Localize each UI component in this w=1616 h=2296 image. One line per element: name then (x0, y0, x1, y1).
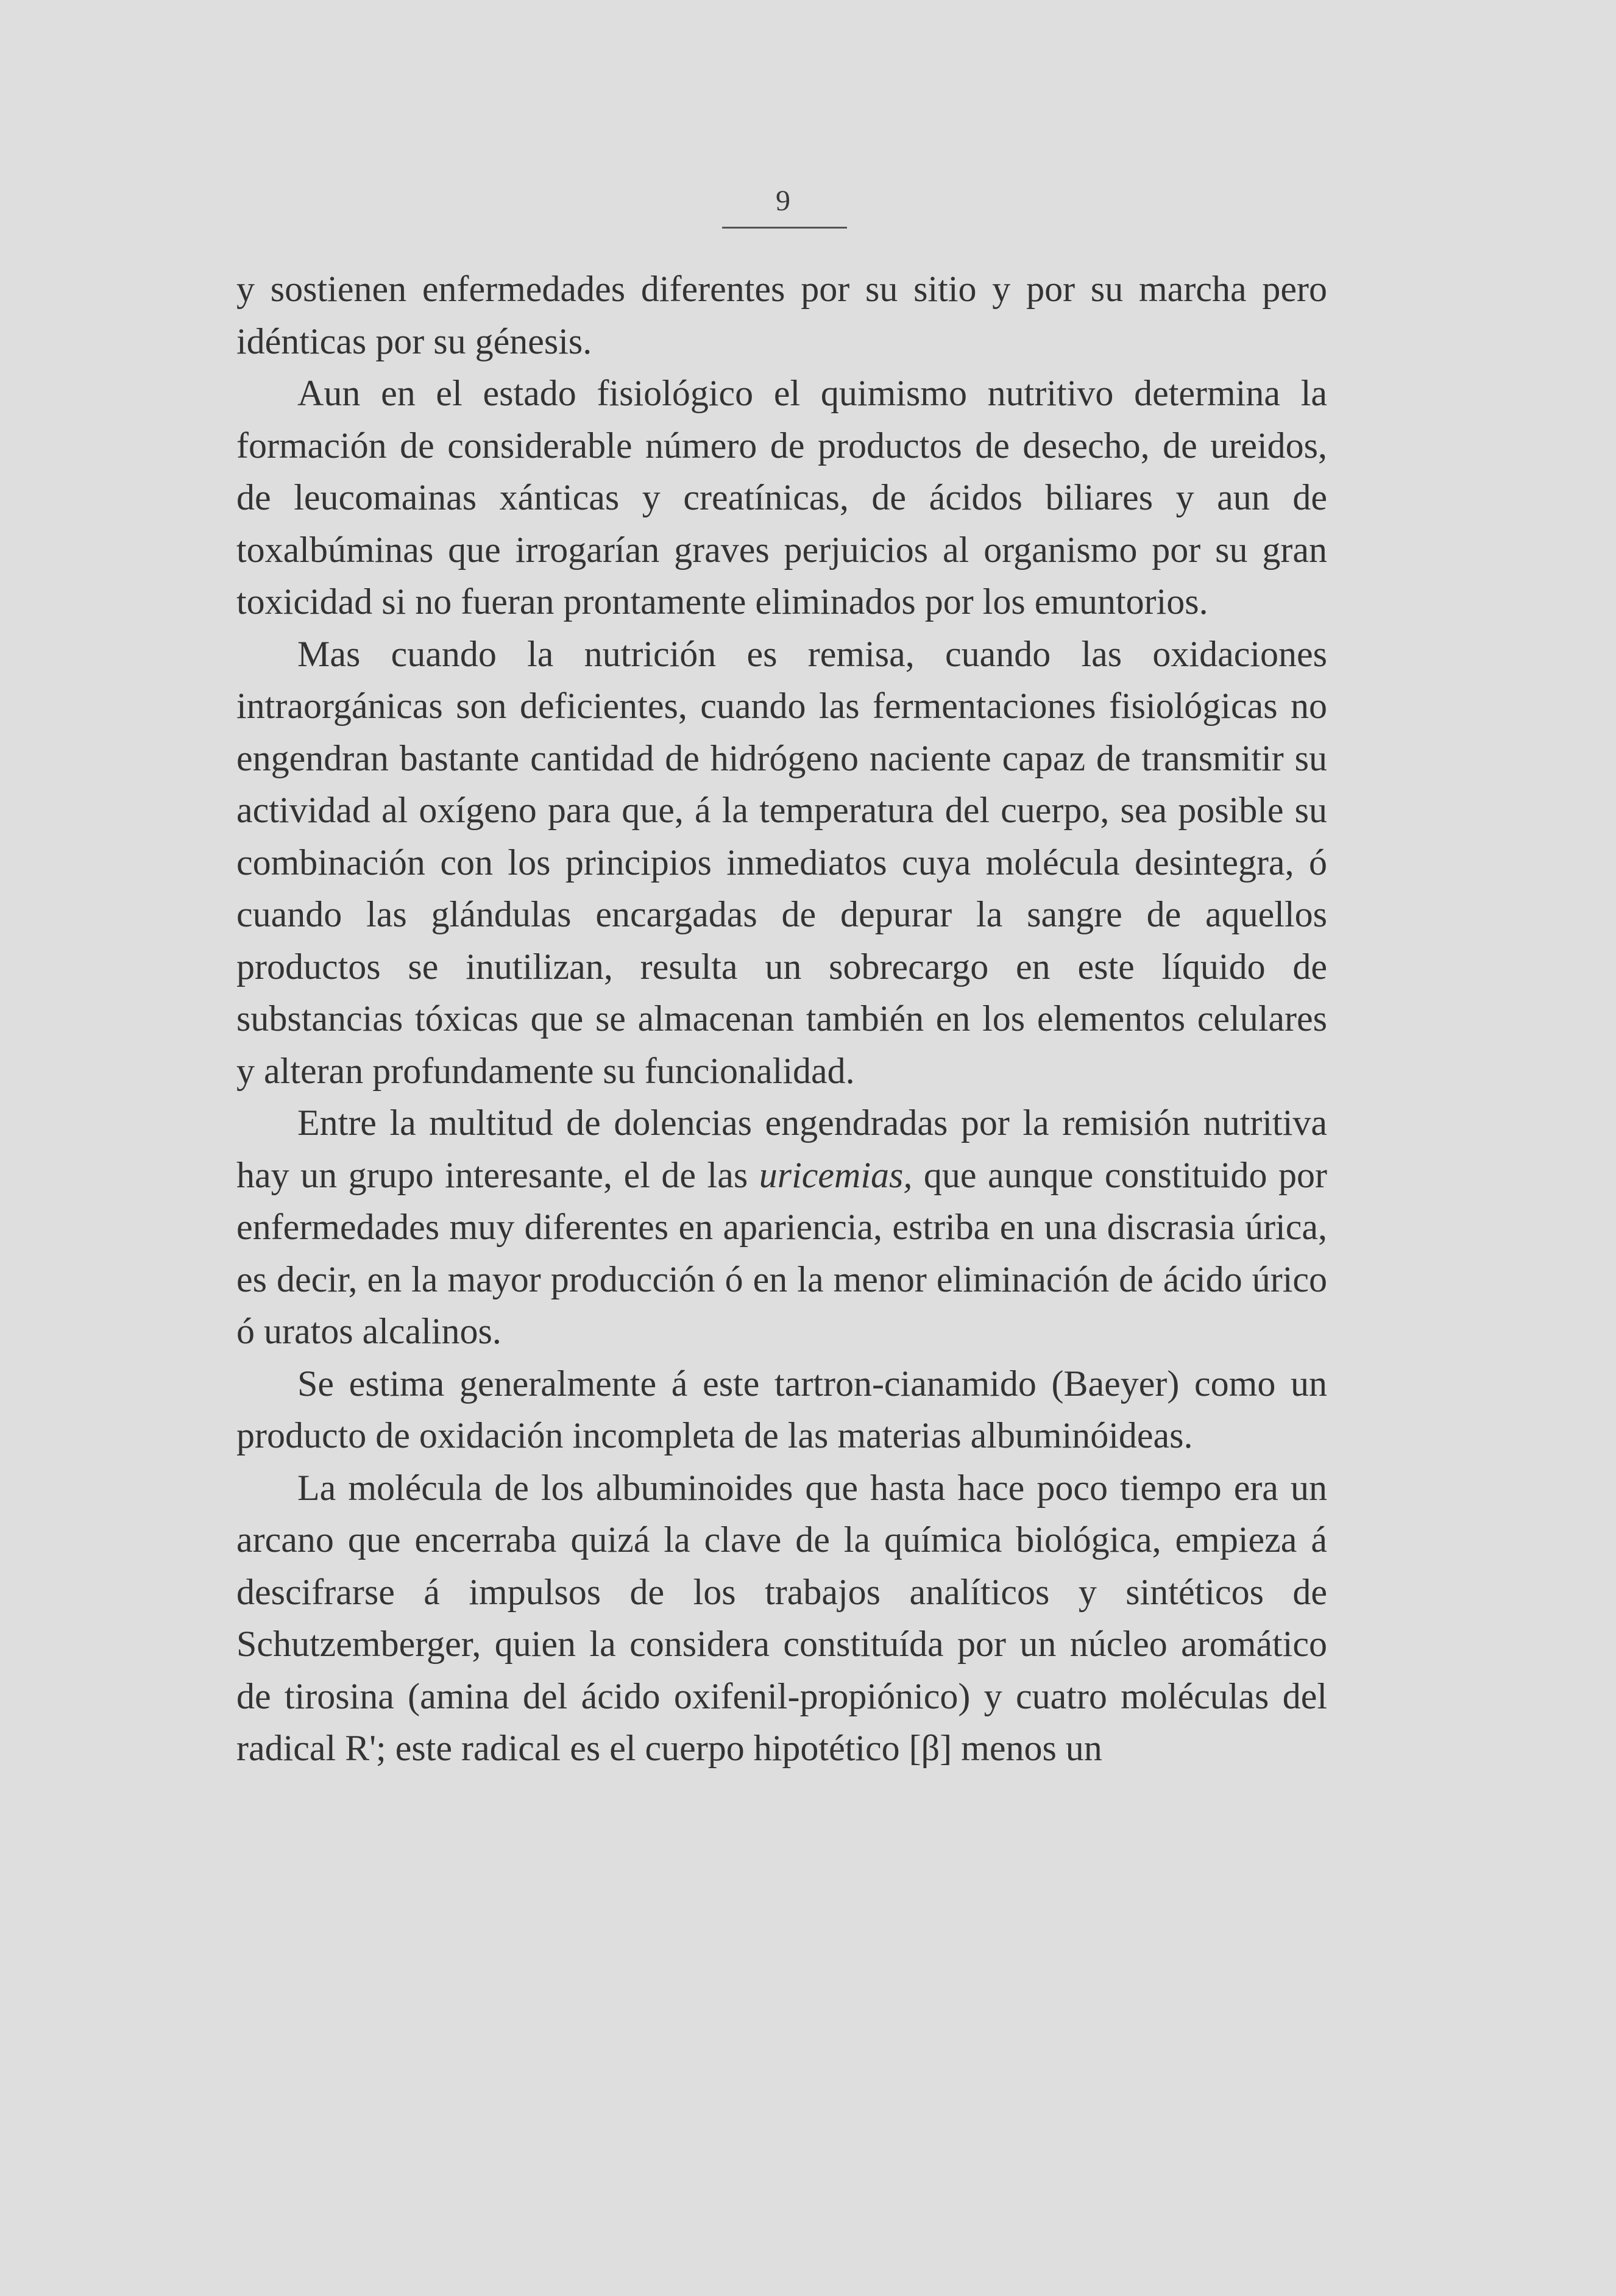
paragraph-1: y sostienen enfermedades diferentes por su sitio y por su marcha pero idénticas por su génesis. (236, 269, 1327, 361)
page-number-rule (722, 227, 847, 229)
uricemias-term: uricemias, (759, 1154, 913, 1195)
paragraph-5: Se estima generalmente á este tartron-cianamido (Baeyer) como un producto de oxidación incompleta de las materias albuminóideas. (236, 1363, 1327, 1455)
paragraph-4-part-2: que aunque constituido por enfermedades muy diferentes en apariencia, estriba en una discrasia úrica, es decir, en la mayor producción ó en la menor eliminación de ácido úrico ó uratos alcalinos. (236, 1154, 1327, 1351)
paragraph-6: La molécula de los albuminoides que hasta hace poco tiempo era un arcano que encerraba quizá la clave de la química biológica, empieza á descifrarse á impulsos de los trabajos analíticos y sintéticos de Schutzemberger, quien la considera constituída por un núcleo aromático de tirosina (amina del ácido oxifenil-propiónico) y cuatro moléculas del radical R'; este radical es el cuerpo hipotético [β] menos un (236, 1467, 1327, 1768)
paragraph-4-part-1: Entre la multitud de dolencias engendradas por la remisión nutritiva hay un grupo interesante, el de las (236, 1103, 1327, 1195)
paragraph-4 (236, 1097, 1327, 1358)
page-number: 9 (776, 185, 790, 217)
body-text (236, 263, 1327, 1775)
paragraph-3: Mas cuando la nutrición es remisa, cuando las oxidaciones intraorgánicas son deficientes, cuando las fermentaciones fisiológicas no engendran bastante cantidad de hidrógeno naciente capaz de transmitir su actividad al oxígeno para que, á la temperatura del cuerpo, sea posible su combinación con los principios inmediatos cuya molécula desintegra, ó cuando las glándulas encargadas de depurar la sangre de aquellos productos se inutilizan, resulta un sobrecargo en este líquido de substancias tóxicas que se almacenan también en los elementos celulares y alteran profundamente su funcionalidad. (236, 633, 1327, 1091)
paragraph-2: Aun en el estado fisiológico el quimismo nutritivo determina la formación de considerable número de productos de desecho, de ureidos, de leucomainas xánticas y creatínicas, de ácidos biliares y aun de toxalbúminas que irrogarían graves perjuicios al organismo por su gran toxicidad si no fueran prontamente eliminados por los emuntorios. (236, 373, 1327, 622)
